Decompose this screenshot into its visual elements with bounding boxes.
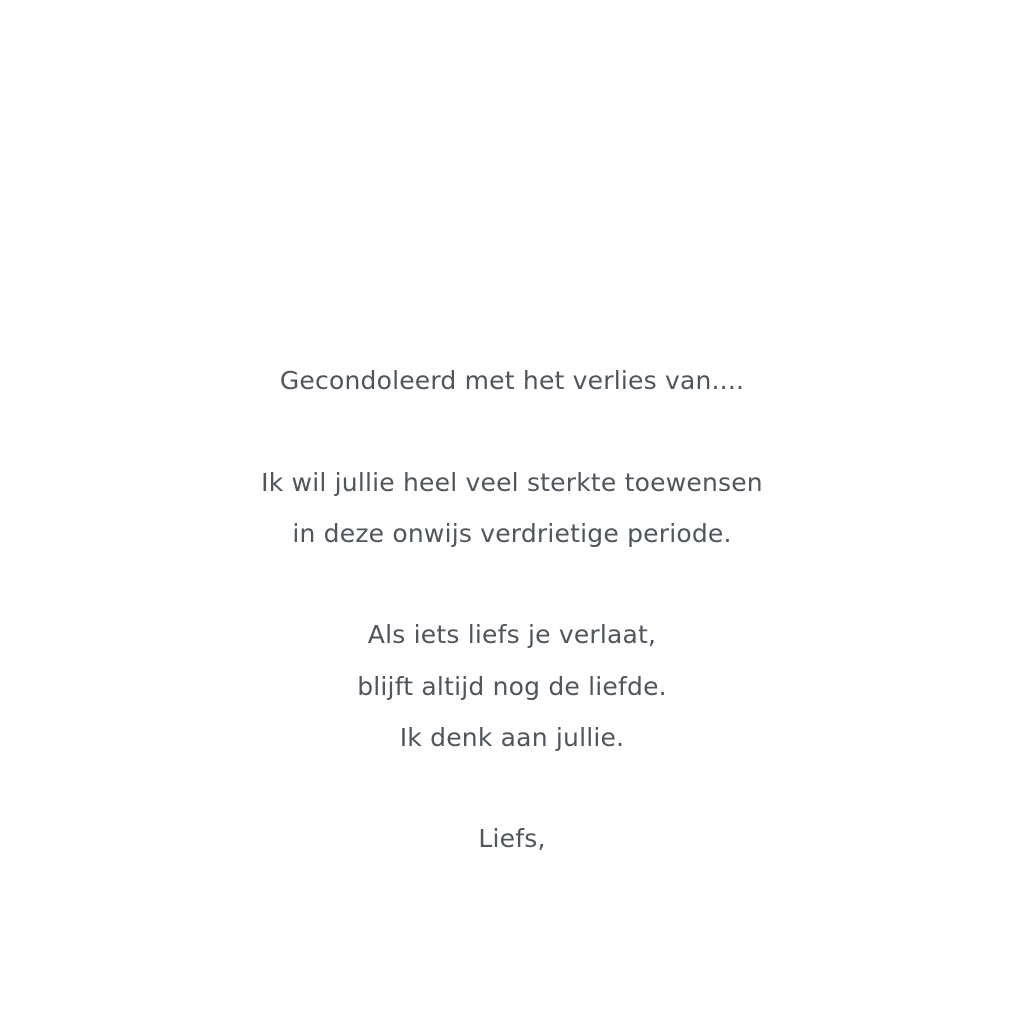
wish-line-1: Ik wil jullie heel veel sterkte toewensen — [261, 468, 763, 497]
verse-line-1: Als iets liefs je verlaat, — [367, 620, 657, 649]
verse-line-3: Ik denk aan jullie. — [399, 723, 625, 752]
wish-line-2: in deze onwijs verdrietige periode. — [292, 519, 732, 548]
closing-line: Liefs, — [478, 824, 546, 853]
verse-line-2: blijft altijd nog de liefde. — [357, 672, 667, 701]
opening-line: Gecondoleerd met het verlies van.... — [279, 366, 745, 395]
